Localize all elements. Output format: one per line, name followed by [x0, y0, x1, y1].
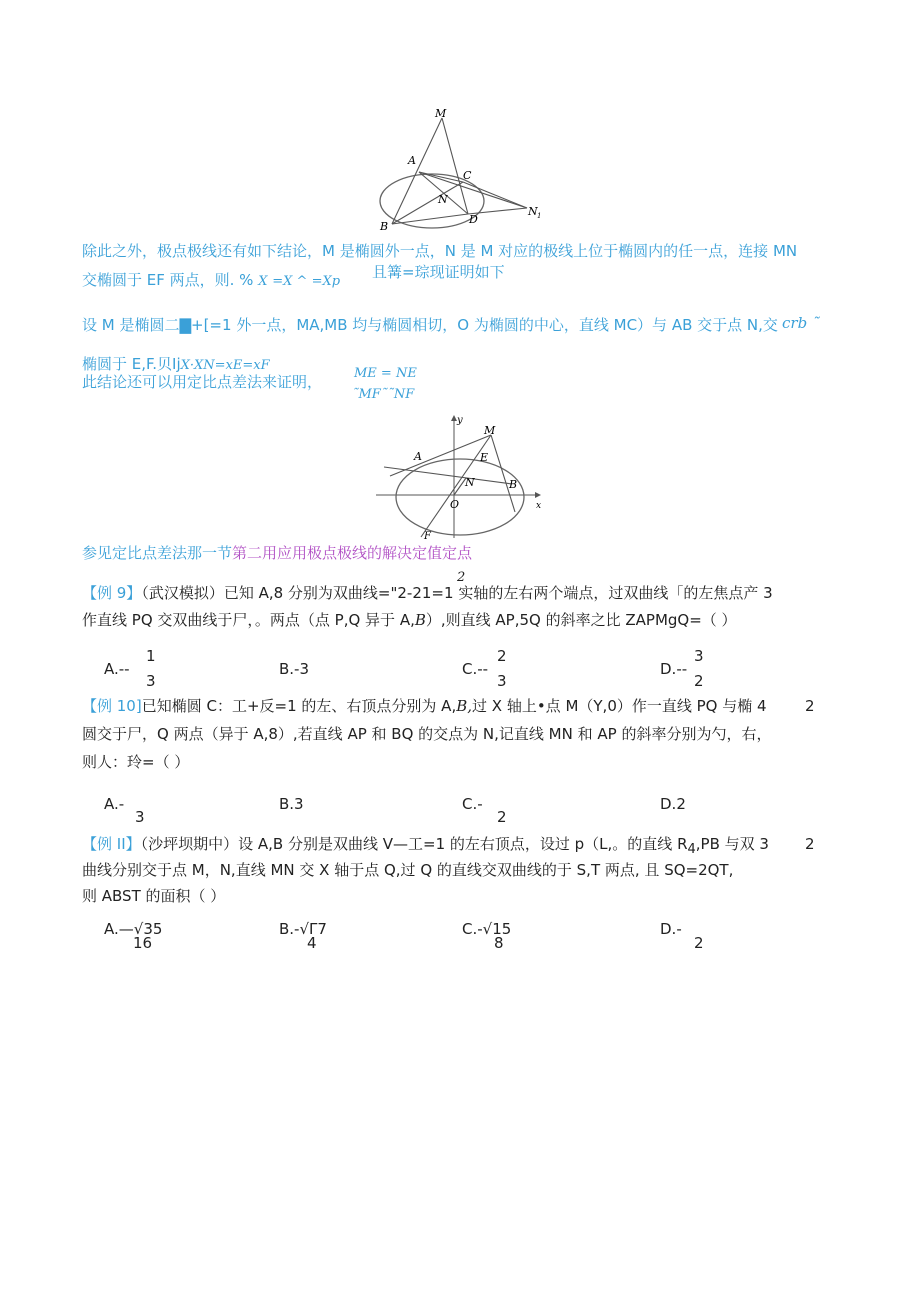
label-F: F — [424, 531, 431, 540]
ex9-line2-end: ）,则直线 AP,5Q 的斜率之比 ZAPMgQ=（ ） — [425, 611, 737, 629]
ex10-line1-end: 过 X 轴上•点 M（Y,0）作一直线 PQ 与椭 4 — [472, 697, 767, 715]
para2-line2-c: X — [180, 358, 190, 373]
label-y: y — [457, 415, 463, 426]
ex10-option-c[interactable]: C.- — [462, 795, 483, 813]
para2-line2-a: 椭圆于 E,F.贝 — [82, 355, 173, 373]
label-B: B — [380, 220, 389, 230]
para1-line2-b: X — [258, 274, 268, 289]
ex9-line2 — [82, 610, 737, 630]
ex10-line2: 圆交于尸，Q 两点（异于 A,8）,若直线 AP 和 BQ 的交点为 N,记直线 MN 和 AP 的斜率分别为勺，右， — [82, 725, 772, 743]
label-N1-sub: 1 — [537, 212, 542, 220]
label-C: C — [463, 169, 472, 182]
label-M: M — [484, 424, 496, 437]
line-AN1 — [419, 172, 527, 208]
ex10-line3: 则人：玲=（ ） — [82, 753, 190, 771]
label-N1: N — [528, 205, 538, 218]
ex11-line1 — [82, 834, 769, 860]
line-BC — [392, 182, 463, 224]
ex10-right-num: 2 — [805, 697, 815, 715]
line-BD — [392, 214, 468, 224]
ex9-line1 — [82, 583, 773, 603]
label-A: A — [408, 154, 416, 167]
para3 — [82, 543, 472, 563]
ellipse — [396, 459, 524, 535]
para1-line2 — [82, 270, 340, 292]
ex9-option-a-top: 1 — [146, 647, 156, 665]
para3-b: 第二用应用极点极线的解决定值定点 — [232, 544, 473, 562]
ex9-line2-it: B — [414, 611, 426, 629]
line-CN1 — [463, 182, 527, 208]
para1-line2-d: 且篝=琮现证明如下 — [372, 263, 505, 281]
para2-frac-bot: ˜MF˜˜NF — [352, 387, 415, 402]
ex9-option-a[interactable]: A.-- — [104, 660, 130, 678]
ex11-right-num: 2 — [805, 835, 815, 853]
ex11-option-b[interactable]: B.-√Γ7 — [279, 920, 327, 938]
label-N: N — [465, 476, 475, 489]
para1-line1: 除此之外，极点极线还有如下结论，M 是椭圆外一点，N 是 M 对应的极线上位于椭圆内的任一点，连接 MN — [82, 242, 798, 260]
label-E: E — [480, 451, 489, 464]
para2-line1: 设 M 是椭圆二▇+[=1 外一点，MA,MB 均与椭圆相切，O 为椭圆的中心，直线 MC）与 AB 交于点 N,交 — [82, 316, 778, 334]
ex11-option-a-bottom: 16 — [133, 934, 153, 952]
label-D: D — [469, 213, 478, 226]
ex10-line1-text: 已知椭圆 C：工+反=1 的左、右顶点分别为 A, — [141, 697, 457, 715]
para2-frac-top: ME = NE — [354, 366, 417, 381]
ex9-sup: 2 — [457, 570, 466, 585]
ex11-option-c-bottom: 8 — [494, 934, 504, 952]
ex11-line1-end: ,PB 与双 3 — [695, 835, 769, 853]
para1-line2-a: 交椭圆于 EF 两点，则. % — [82, 271, 254, 289]
ex11-line3: 则 ABST 的面积（ ） — [82, 887, 226, 905]
label-O: O — [450, 498, 460, 511]
figure-ellipse-coord — [374, 412, 546, 540]
ex11-option-d[interactable]: D.- — [660, 920, 682, 938]
para2-line2-d: ·XN=xE=xF — [189, 358, 270, 373]
para2-line3: 此结论还可以用定比点差法来证明， — [82, 373, 323, 391]
ex11-line2: 曲线分别交于点 M，N,直线 MN 交 X 轴于点 Q,过 Q 的直线交双曲线的于 S,T 两点, 且 SQ=2QT, — [82, 861, 734, 879]
label-M: M — [435, 107, 447, 120]
ex9-tag: 【例 9】 — [82, 584, 142, 602]
ex9-option-b[interactable]: B.-3 — [279, 660, 310, 678]
ex10-line1-it: B, — [456, 697, 473, 715]
ex10-line1 — [82, 696, 767, 716]
ex11-option-b-bottom: 4 — [307, 934, 317, 952]
ex11-tag: 【例 II】 — [82, 835, 141, 853]
ex9-line2-text: 作直线 PQ 交双曲线于尸，。两点（点 P,Q 异于 A, — [82, 611, 415, 629]
label-A: A — [414, 450, 422, 463]
label-N: N — [438, 193, 448, 206]
ex11-line1-text: （沙坪坝期中）设 A,B 分别是双曲线 V—工=1 的左右顶点，设过 p（L,。的直线 R — [140, 835, 688, 853]
label-x: x — [536, 501, 542, 511]
line-MB — [392, 118, 442, 224]
para2-line1-tail: crb ˜ — [782, 314, 820, 332]
ex9-line1-text: （武汉模拟）已知 A,8 分别为双曲线="2-21=1 实轴的左右两个端点，过双曲线「的左焦点产 3 — [141, 584, 773, 602]
ex9-option-d[interactable]: D.-- — [660, 660, 688, 678]
ex10-option-b[interactable]: B.3 — [279, 795, 304, 813]
para1-line2-c: =X ^ =Xp — [272, 274, 341, 289]
line-AB — [384, 467, 512, 484]
ex10-option-a[interactable]: A.- — [104, 795, 125, 813]
ex9-option-c[interactable]: C.-- — [462, 660, 489, 678]
ex9-option-d-top: 3 — [694, 647, 704, 665]
ex11-option-d-bottom: 2 — [694, 934, 704, 952]
para2-line2-b: Ij — [172, 355, 181, 373]
ex11-option-c[interactable]: C.-√15 — [462, 920, 512, 938]
ex10-option-a-bottom: 3 — [135, 808, 145, 826]
ex11-line1-sub: 4 — [687, 842, 696, 857]
ex10-option-c-bottom: 2 — [497, 808, 507, 826]
ex9-option-a-bottom: 3 — [146, 672, 156, 690]
ex9-option-d-bottom: 2 — [694, 672, 704, 690]
figure-ellipse-polar — [375, 106, 550, 230]
ex10-option-d[interactable]: D.2 — [660, 795, 686, 813]
ex9-option-c-bottom: 3 — [497, 672, 507, 690]
ex11-option-a[interactable]: A.—√35 — [104, 920, 163, 938]
para3-a: 参见定比点差法那一节 — [82, 544, 233, 562]
ex9-option-c-top: 2 — [497, 647, 507, 665]
ex10-tag: 【例 10] — [82, 697, 142, 715]
label-B: B — [509, 478, 518, 491]
